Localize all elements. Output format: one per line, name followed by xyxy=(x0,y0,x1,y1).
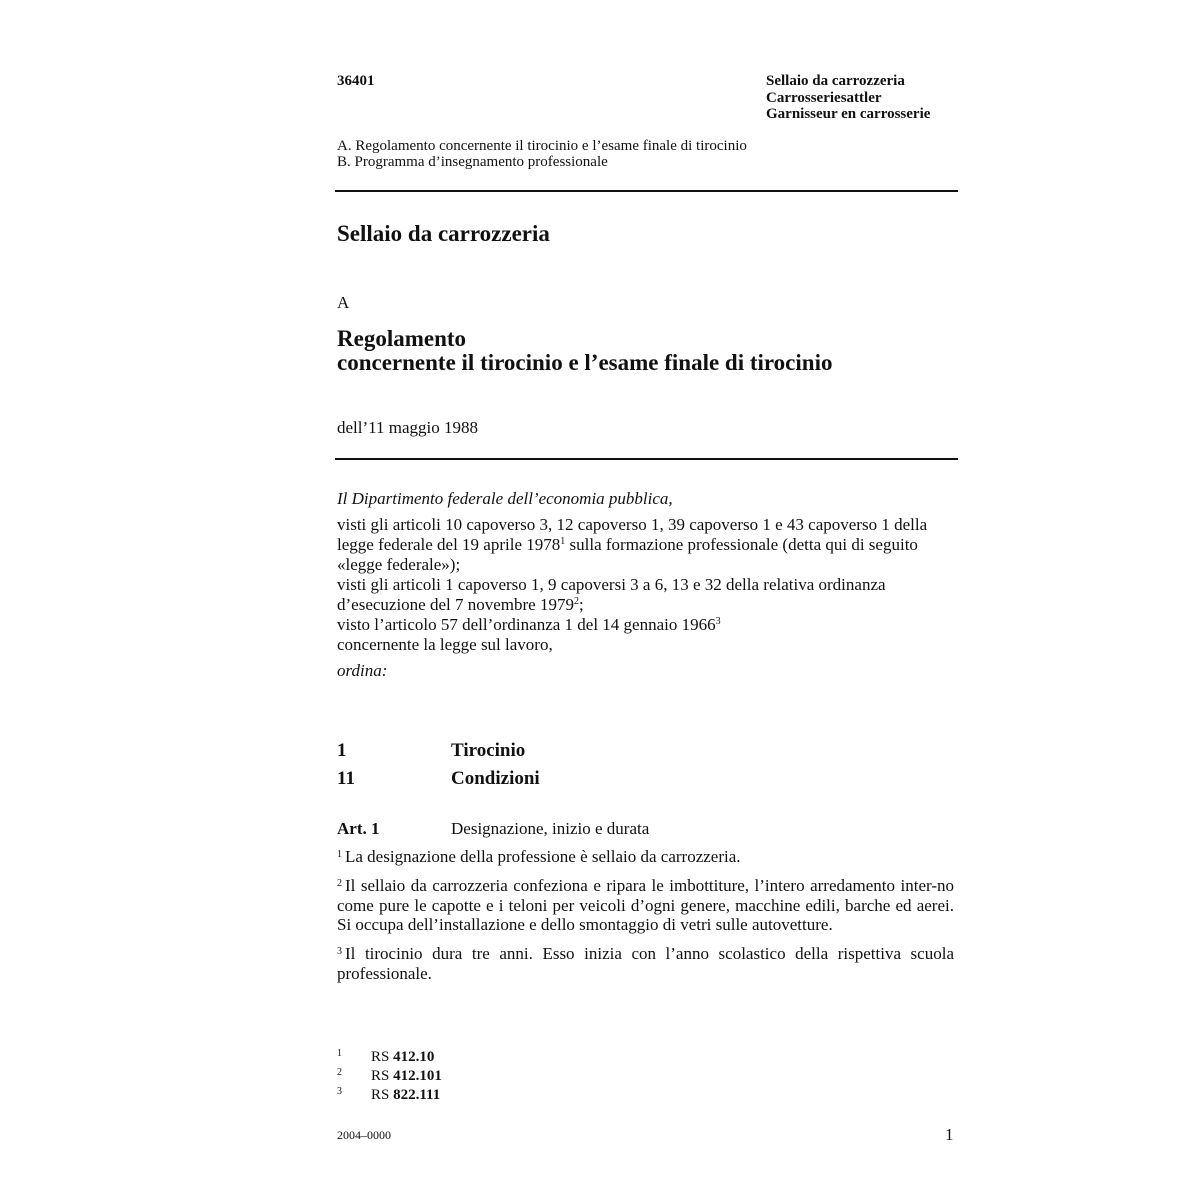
preamble-clause: visti gli articoli 1 capoverso 1, 9 capoversi 3 a 6, 13 e 32 della relativa ordinanza d’esecuzione del 7 novembre 1979$^2$; xyxy=(337,575,886,614)
footnote-ref: 3 xyxy=(715,616,721,627)
preamble-clause: concernente la legge sul lavoro, xyxy=(337,635,553,654)
part-letter: A xyxy=(337,293,350,312)
section-number: 11 xyxy=(337,768,355,789)
divider-top xyxy=(335,190,958,192)
title-french: Garnisseur en carrosserie xyxy=(766,106,931,122)
footnotes xyxy=(337,1046,442,1103)
regulation-title-line1: Regolamento xyxy=(337,326,467,351)
footnote-ref: 2 xyxy=(573,596,579,607)
preamble xyxy=(337,489,957,681)
main-title: Sellaio da carrozzeria xyxy=(337,221,550,246)
divider-middle xyxy=(335,458,958,460)
footer-code: 2004–0000 xyxy=(337,1128,391,1142)
article-label: Art. 1 xyxy=(337,819,380,838)
regulation-title xyxy=(337,327,832,375)
section-title: Condizioni xyxy=(451,768,540,789)
profession-titles xyxy=(766,73,930,123)
preamble-issuer: Il Dipartimento federale dell’economia pubblica, xyxy=(337,489,673,508)
article-title: Designazione, inizio e durata xyxy=(451,819,650,838)
contents-item: B. Programma d’insegnamento professionale xyxy=(337,153,608,170)
title-german: Carrosseriesattler xyxy=(766,89,882,106)
contents-list xyxy=(337,139,747,170)
section-title: Tirocinio xyxy=(451,740,526,761)
article-paragraph: $^1$ La designazione della professione è sellaio da carrozzeria. xyxy=(337,847,741,866)
regulation-title-line2: concernente il tirocinio e l’esame finale di tirocinio xyxy=(337,350,833,375)
section-number: 1 xyxy=(337,740,347,761)
footnote-ref: 1 xyxy=(560,536,566,547)
regulation-date: dell’11 maggio 1988 xyxy=(337,418,479,437)
preamble-clause: visti gli articoli 10 capoverso 3, 12 capoverso 1, 39 capoverso 1 e 43 capoverso 1 della legge federale del 19 aprile 1978$^1$ sulla formazione professionale (detta qui di seguito «legge federale»); xyxy=(337,515,928,574)
article-paragraph: $^3$ Il tirocinio dura tre anni. Esso inizia con l’anno scolastico della rispettiva scuola professionale. xyxy=(337,944,954,983)
preamble-ordina: ordina: xyxy=(337,661,388,680)
title-italian: Sellaio da carrozzeria xyxy=(766,73,905,89)
footnote: 2 RS 412.101 xyxy=(337,1067,442,1084)
article-paragraph: $^2$ Il sellaio da carrozzeria confeziona e ripara le imbottiture, l’intero arredamento inter-no come pure le capotte e i teloni per veicoli d’ogni genere, macchine edili, barche ed aerei. Si occupa dell’installazione e dello smontaggio di vetri sulle autovetture. xyxy=(337,876,954,934)
footnote: 3 RS 822.111 xyxy=(337,1086,441,1103)
contents-item: A. Regolamento concernente il tirocinio e l’esame finale di tirocinio xyxy=(337,138,747,154)
document-number: 36401 xyxy=(337,73,375,89)
footnote: 1 RS 412.10 xyxy=(337,1048,435,1065)
preamble-clause: visto l’articolo 57 dell’ordinanza 1 del 14 gennaio 1966$^3$ xyxy=(337,615,721,634)
page-number: 1 xyxy=(945,1125,954,1144)
